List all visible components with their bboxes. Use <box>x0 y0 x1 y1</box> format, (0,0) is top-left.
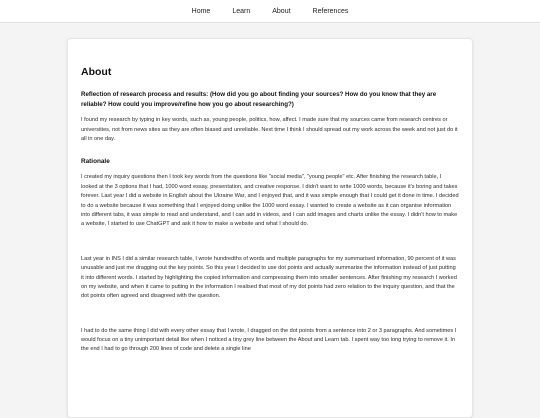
nav-link-home[interactable]: Home <box>191 7 211 15</box>
rationale-paragraph-3: I had to do the same thing I did with every other essay that I wrote, I dragged on the dot points from a sentence into 2 or 3 paragraphs. And sometimes I would focus on a tiny unimportant detail like when I noticed a tiny grey line between the About and Learn tab. I spent way too long trying to remove it. In the end I had to go through 200 lines of code and delete a single line <box>81 327 457 353</box>
spacer <box>81 316 459 327</box>
page-title: About <box>81 66 112 78</box>
nav-link-references[interactable]: References <box>312 7 349 15</box>
reflection-question: Reflection of research process and results: (How did you go about finding your sources? How do you know that they are reliable? How could you improve/refine how you go about researching?) <box>81 91 437 108</box>
rationale-paragraph-1: I created my inquiry questions then I took key words from the questions like "social media", "young people" etc. After finishing the research table, I looked at the 3 options that I had, 1000 word essay, presentation, and creative response. I didn't want to write 1000 words, because it's boring and takes forever. Last year I did a website in English about the Ukraine War, and I enjoyed that, and it was simple enough that I could get it done in time. I decided to do a website because it was something that I enjoyed doing unlike the 1000 word essay. I wanted to create a website as it can organise information into different tabs, it was simple to read and understand, and I can add in videos, and I can add images and charts unlike the essay. I didn't how to make a website, I started to use ChatGPT and ask it how to make a website and what I should do. <box>81 174 459 228</box>
rationale-paragraph-2: Last year in INS I did a similar research table, I wrote hundredths of words and multiple paragraphs for my summarised information, 90 percent of it was unusable and just me dragging out the key points. So this year I decided to use dot points and actually summarise the information instead of just putting it into different words. I started by highlighting the copied information and compressing them into smaller sentences. After finishing my research I worked on my website, and when it came to putting in the information I realised that most of my dot points had zero relation to the inquiry question, and that the dot points often agreed and disagreed with the question. <box>81 255 457 300</box>
spacer <box>81 244 459 255</box>
nav-link-learn[interactable]: Learn <box>232 7 251 15</box>
reflection-paragraph: I found my research by typing in key words, such as, young people, politics, how, affect. I made sure that my sources came from research centres or universities, not from news sites as they are often biased and unreliable. Next time I think I should spread out my work across the week and not just do it all in one day. <box>81 117 458 142</box>
nav-link-about[interactable]: About <box>272 7 291 15</box>
top-navigation <box>0 0 540 23</box>
rationale-heading: Rationale <box>81 158 110 166</box>
content-card <box>67 38 473 418</box>
